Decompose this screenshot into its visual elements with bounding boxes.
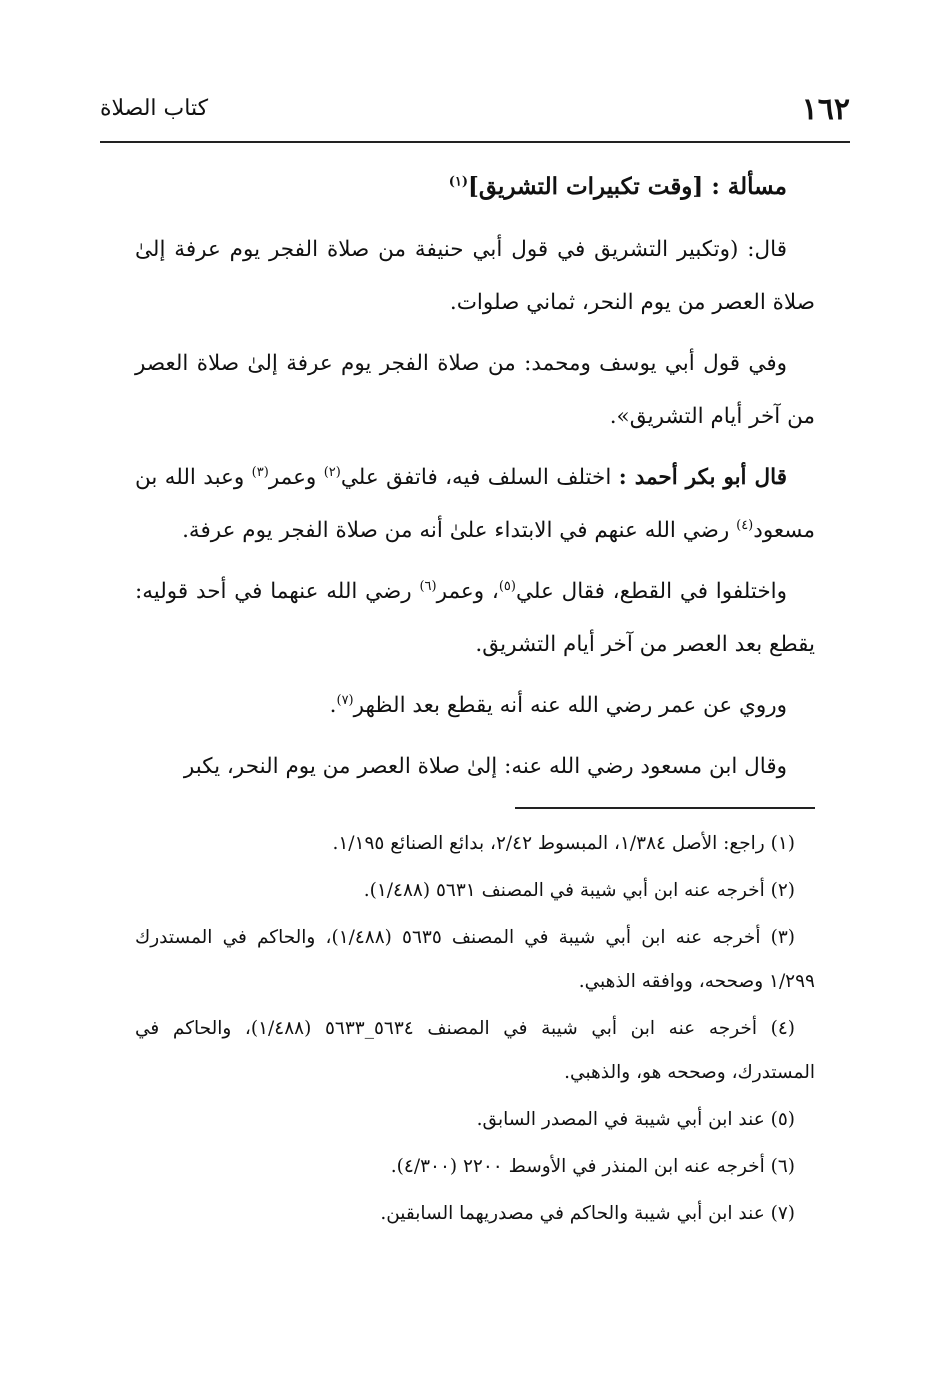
footnote-4: (٤) أخرجه عنه ابن أبي شيبة في المصنف ٥٦٣٤_٥٦٣٣ (١/٤٨٨)، والحاكم في المستدرك، وصححه هو، والذهبي.: [135, 1018, 815, 1083]
footnote-2: (٢) أخرجه عنه ابن أبي شيبة في المصنف ٥٦٣١ (١/٤٨٨).: [363, 880, 795, 901]
page-header: [100, 92, 850, 132]
running-title: كتاب الصلاة: [100, 96, 209, 121]
footnote-ref: (٣): [251, 464, 269, 480]
footnotes: [135, 822, 815, 1239]
footnote-ref: (١): [448, 174, 468, 190]
text-span: وعمر: [268, 465, 317, 490]
paragraph-5: [135, 679, 815, 732]
footnote-ref: (٥): [498, 578, 516, 594]
text-span: رضي الله عنهما في أحد قوليه: يقطع بعد العصر من آخر أيام التشريق.: [135, 579, 815, 657]
header-rule: [100, 141, 850, 143]
paragraph-2: وفي قول أبي يوسف ومحمد: من صلاة الفجر يوم عرفة إلىٰ صلاة العصر من آخر أيام التشريق».: [135, 351, 815, 429]
footnote-6: (٦) أخرجه عنه ابن المنذر في الأوسط ٢٢٠٠ (٤/٣٠٠).: [390, 1156, 795, 1177]
footnote-5: (٥) عند ابن أبي شيبة في المصدر السابق.: [476, 1109, 795, 1130]
footnote-ref: (٢): [323, 464, 341, 480]
page-number: ١٦٢: [801, 92, 850, 127]
text-span: واختلفوا في القطع، فقال علي: [515, 579, 788, 604]
paragraph-3: [135, 451, 815, 557]
footnote-ref: (٦): [419, 578, 437, 594]
text-span: وعبد الله بن مسعود: [135, 465, 815, 543]
footnote-ref: (٤): [736, 517, 754, 533]
main-text: [135, 160, 815, 801]
author-lead: قال أبو بكر أحمد :: [618, 465, 788, 490]
footnote-7: (٧) عند ابن أبي شيبة والحاكم في مصدريهما السابقين.: [380, 1203, 795, 1224]
text-span: ، وعمر: [436, 579, 499, 604]
text-span: وروي عن عمر رضي الله عنه أنه يقطع بعد الظهر: [353, 693, 787, 718]
text-span: اختلف السلف فيه، فاتفق علي: [340, 465, 612, 490]
footnote-1: (١) راجع: الأصل ١/٣٨٤، المبسوط ٢/٤٢، بدائع الصنائع ١/١٩٥.: [332, 833, 795, 854]
heading-title: [وقت تكبيرات التشريق]: [467, 173, 704, 200]
paragraph-1: قال: (وتكبير التشريق في قول أبي حنيفة من صلاة الفجر يوم عرفة إلىٰ صلاة العصر من يوم النحر، ثماني صلوات.: [135, 237, 815, 315]
footnote-ref: (٧): [336, 692, 354, 708]
heading-label: مسألة :: [711, 173, 787, 200]
text-span: .: [329, 693, 337, 718]
paragraph-6: وقال ابن مسعود رضي الله عنه: إلىٰ صلاة العصر من يوم النحر، يكبر: [183, 754, 787, 779]
text-span: رضي الله عنهم في الابتداء علىٰ أنه من صلاة الفجر يوم عرفة.: [182, 518, 730, 543]
footnote-3: (٣) أخرجه عنه ابن أبي شيبة في المصنف ٥٦٣٥ (١/٤٨٨)، والحاكم في المستدرك ١/٢٩٩ وصححه، ووافقه الذهبي.: [135, 927, 815, 992]
section-heading: [135, 160, 815, 213]
footnote-rule: [515, 807, 815, 809]
paragraph-4: [135, 565, 815, 671]
